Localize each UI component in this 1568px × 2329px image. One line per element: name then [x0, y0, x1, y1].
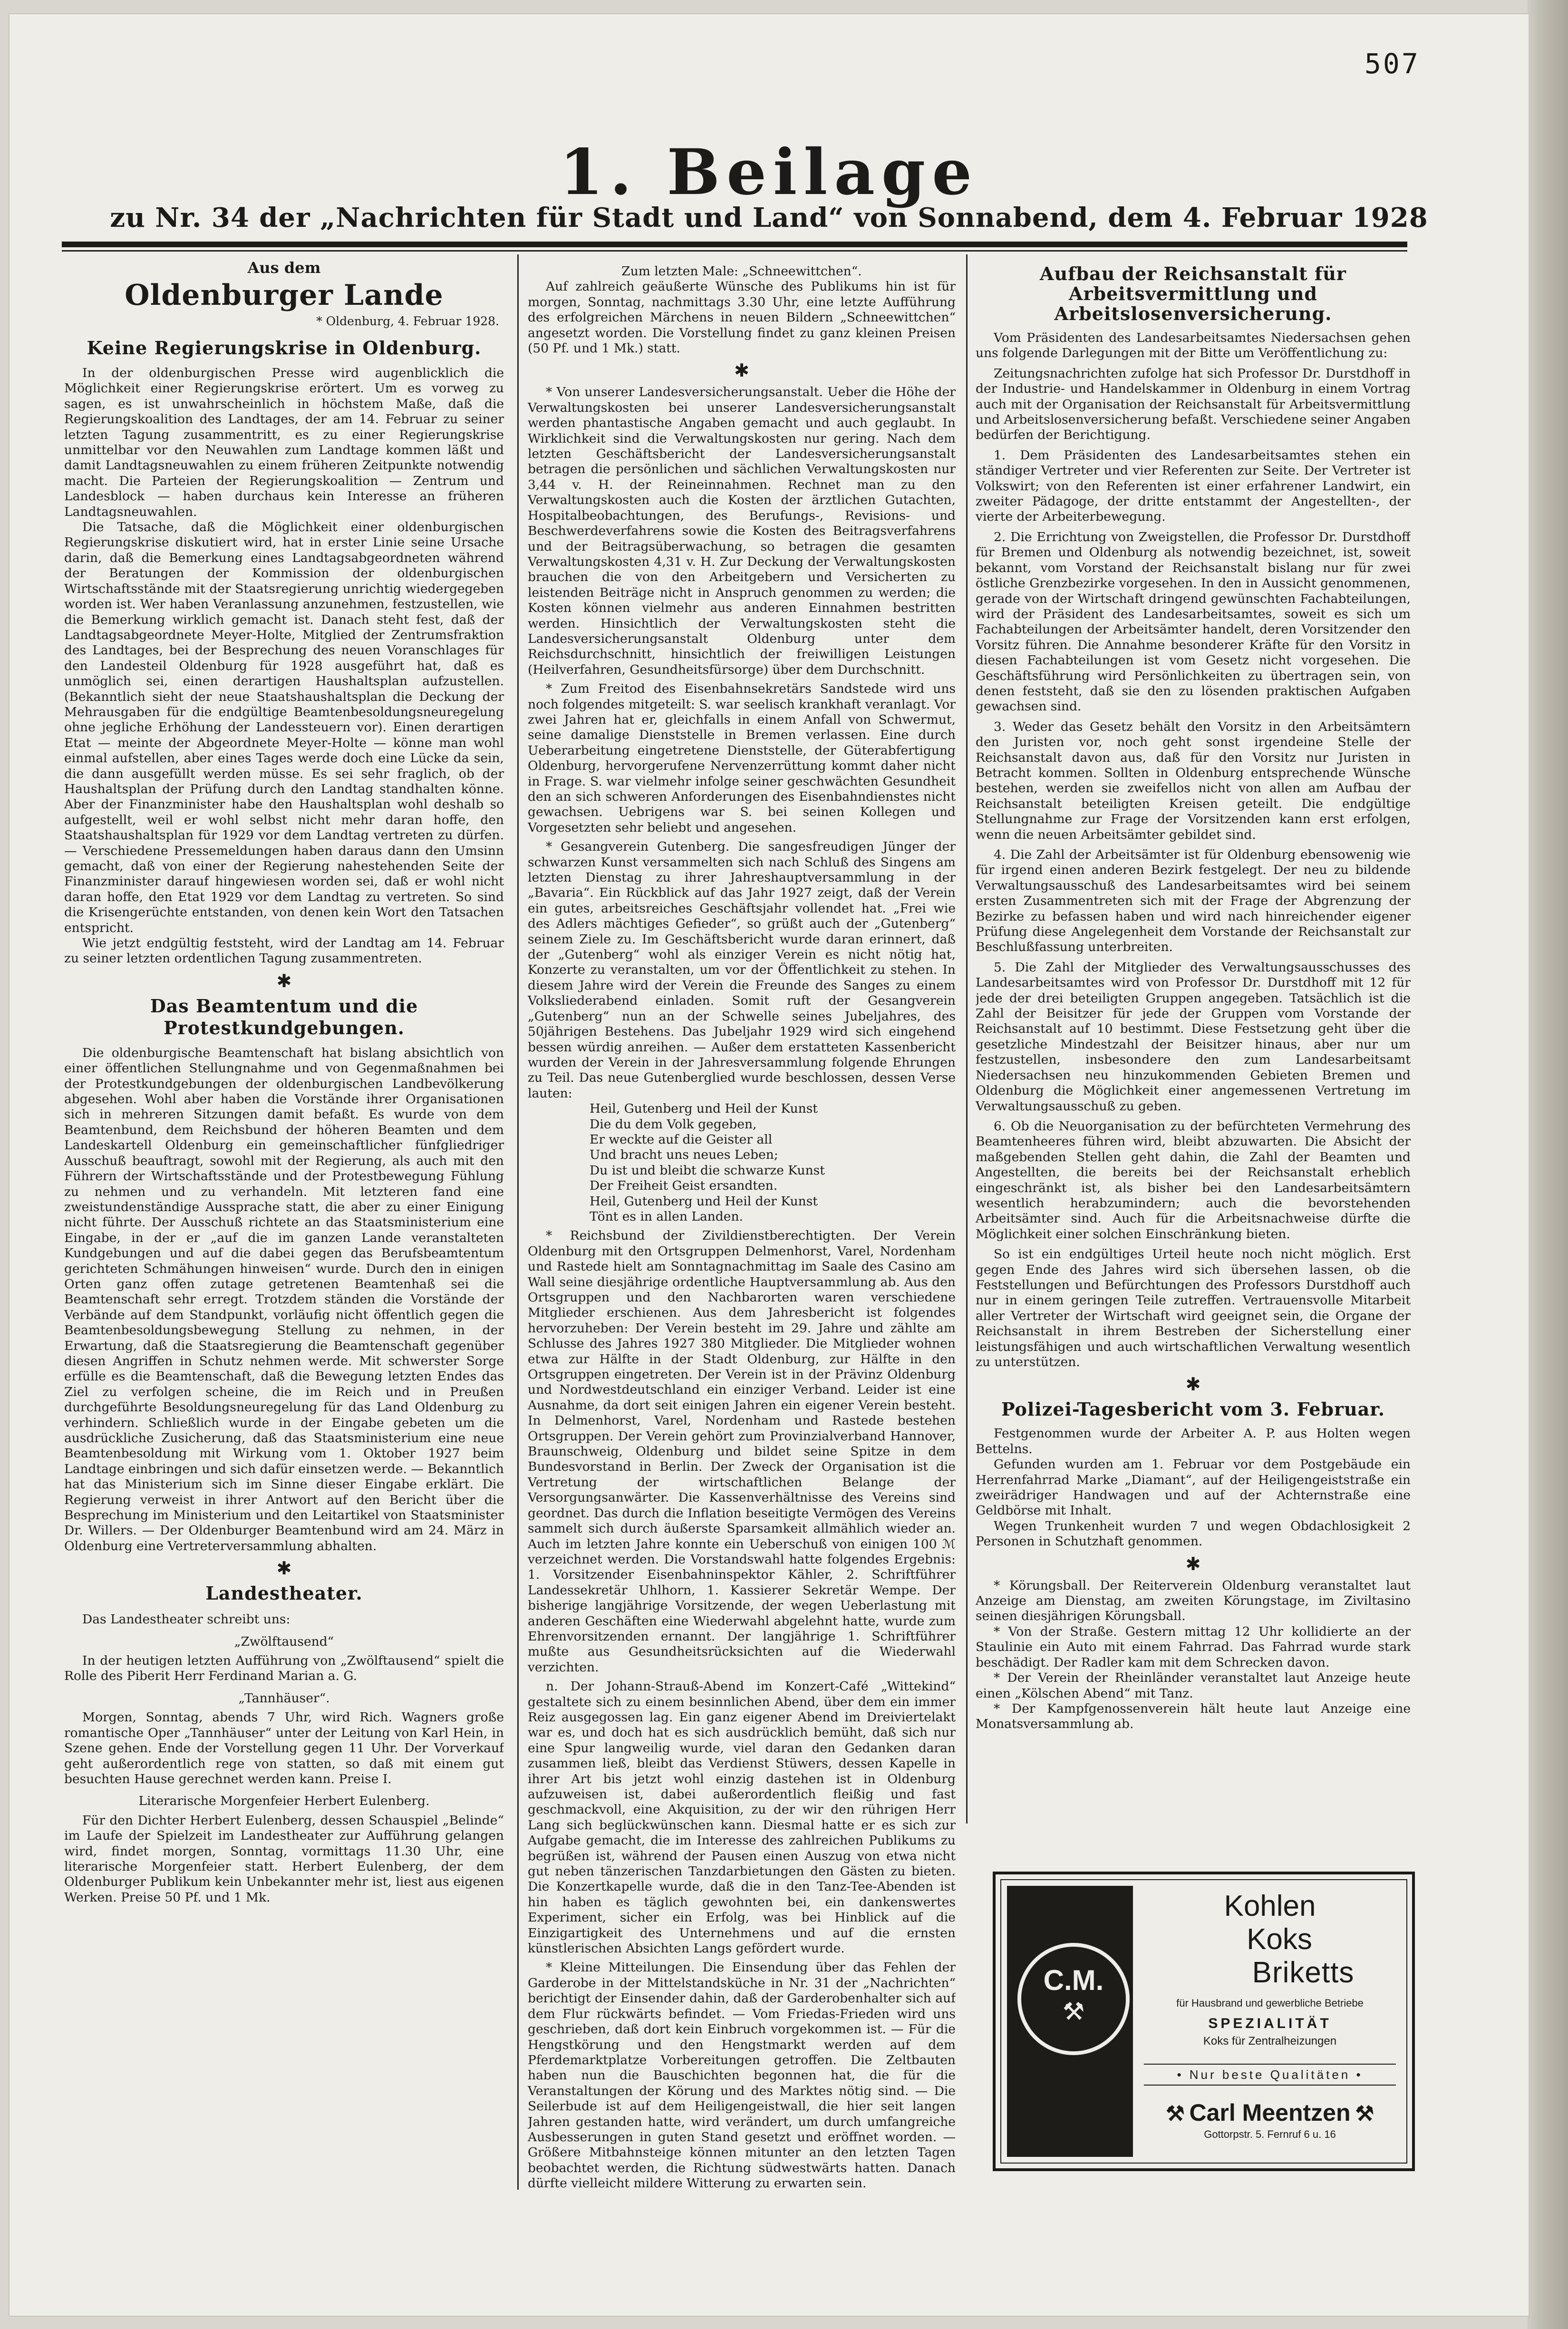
article-headline-beamtentum: Das Beamtentum und die Protestkundgebungen.	[150, 995, 418, 1038]
article-paragraph: 2. Die Errichtung von Zweigstellen, die Professor Dr. Durstdhoff für Bremen und Oldenburg als notwendig bezeichnet, ist, soweit bekannt, vom Vorstand der Reichsanstalt bislang nur für zwei östliche Grenzbezirke vorgesehen. In den in Aussicht genommenen, gerade von der Wirtschaft dringend gewünschten Fachabteilungen, wird der Präsident des Landesarbeitsamtes, soweit es sich um Fachabteilungen der Arbeitsämter handelt, deren Vorsitzender den Vorsitz führen. Die Annahme besonderer Kräfte für den Vorsitz in diesen Fachabteilungen ist vom Gesetz nicht vorgesehen. Die Geschäftsführung wird Persönlichkeiten zu übertragen sein, von denen feststeht, daß sie den zu lösenden praktischen Aufgaben gewachsen sind.	[976, 529, 1411, 714]
verse-line: Tönt es in allen Landen.	[590, 1209, 743, 1224]
separator-asterisk: ✱	[276, 1558, 292, 1579]
crossed-hammers-icon: ⚒	[1355, 2102, 1374, 2125]
advert-line-briketts: Briketts	[1252, 1956, 1355, 1989]
article-paragraph: Wegen Trunkenheit wurden 7 und wegen Obdachlosigkeit 2 Personen in Schutzhaft genommen.	[976, 1518, 1411, 1549]
advert-line-koks: Koks	[1247, 1923, 1312, 1956]
article-paragraph: In der oldenburgischen Presse wird augenblicklich die Möglichkeit einer Regierungskrise erörtert. Um es vorweg zu sagen, es ist unwahrscheinlich in höchstem Maße, daß die Regierungskoalition des Landtages, der am 14. Februar zu seiner letzten Tagung zusammentritt, es zu einer Regierungskrise unmittelbar vor den Neuwahlen zum Landtage kommen läßt und damit Landtagsneuwahlen zu einem früheren Zeitpunkte notwendig macht. Die Parteien der Regierungskoalition — Zentrum und Landesblock — haben durchaus kein Interesse an früheren Landtagsneuwahlen.	[64, 366, 504, 519]
page-number: 507	[1365, 48, 1420, 80]
article-paragraph: * Zum Freitod des Eisenbahnsekretärs Sandstede wird uns noch folgendes mitgeteilt: S. war seelisch krankhaft veranlagt. Vor zwei Jahren hat er, gleichfalls in einem Anfall von Schwermut, seine damalige Dienststelle in Bremen verlassen. Eine durch Ueberarbeitung eingetretene Dienststelle, der Güterabfertigung Oldenburg, hervorgerufene Nervenzerrüttung kommt daher nicht in Frage. S. war vielmehr infolge seiner geschwächten Gesundheit den an sich schweren Anforderungen des Eisenbahndienstes nicht gewachsen. Uebrigens war S. bei seinen Kollegen und Vorgesetzten sehr beliebt und angesehen.	[528, 681, 956, 835]
article-paragraph: n. Der Johann-Strauß-Abend im Konzert-Café „Wittekind“ gestaltete sich zu einem besinnlichen Abend, über dem ein immer Reiz ausgegossen lag. Ein ganz eigener Abend im Dreiviertelakt war es, und doch hat es sich ausdrücklich bemüht, daß sich nur eine Spur langweilig wurde, viel daran den Gedanken daran zusammen ließ, bleibt das Verdienst Stüwers, dessen Kapelle in ihrer Art bis jetzt wohl einzig dastehen ist in Oldenburg aufzuweisen ist, dabei außerordentlich fleißig und fast geschmackvoll, eine Akquisition, zu der wir den rührigen Herr Lang sich beglückwünschen kann. Diesmal hatte er es sich zur Aufgabe gemacht, die im Interesse des zahlreichen Publikums zu begrüßen ist, während der Pausen einen Auszug von etwa nicht gut neben tänzerischen Tanzdarbietungen den Gästen zu bieten. Die Konzertkapelle wurde, daß die in den Tanz-Tee-Abenden ist hin haben es täglich gewohnten bei, ein dankenswertes Experiment, sicher ein Erfolg, was bei Hinblick auf die Einzigartigkeit des Unternehmens und auf die ernsten künstlerischen Absichten Langs gefördert wurde.	[528, 1679, 956, 1956]
article-paragraph: 4. Die Zahl der Arbeitsämter ist für Oldenburg ebensowenig wie für irgend einen anderen Bezirk festgelegt. Der neu zu bildende Verwaltungsausschuß des Landesarbeitsamtes wird bei seinem ersten Zusammentreten sich mit der Frage der Abgrenzung der Bezirke zu befassen haben und wird nach hinreichender eigener Prüfung diese Angelegenheit dem Vorstande der Reichsanstalt zur Beschlußfassung unterbreiten.	[976, 847, 1411, 955]
verse-line: Heil, Gutenberg und Heil der Kunst	[590, 1194, 818, 1209]
logo-initials: C.M.	[1043, 1964, 1104, 1996]
supplement-subtitle: zu Nr. 34 der „Nachrichten für Stadt und Land“ von Sonnabend, dem 4. Februar 1928	[110, 202, 1428, 233]
column-rule-1	[517, 254, 519, 2190]
supplement-title: 1. Beilage	[559, 136, 979, 209]
article-paragraph: Vom Präsidenten des Landesarbeitsamtes Niedersachsen gehen uns folgende Darlegungen mit der Bitte um Veröffentlichung zu:	[976, 330, 1411, 361]
verse-line: Die du dem Volk gegeben,	[590, 1116, 757, 1132]
verse-line: Heil, Gutenberg und Heil der Kunst	[590, 1101, 818, 1116]
column-2	[528, 254, 956, 2199]
subheading: Literarische Morgenfeier Herbert Eulenberg.	[138, 1794, 430, 1809]
article-headline-polizei: Polizei-Tagesbericht vom 3. Februar.	[1001, 1398, 1385, 1420]
article-paragraph: 5. Die Zahl der Mitglieder des Verwaltungsausschusses des Landesarbeitsamtes wird von Professor Dr. Durstdhoff mit 12 für jede der drei beteiligten Gruppen angegeben. Tatsächlich ist die Zahl der Beisitzer für jede der Gruppen vom Vorstande der Reichsanstalt auf 10 bestimmt. Diese Festsetzung geht über die gesetzliche Mindestzahl der Beisitzer hinaus, aber nur um festzustellen, insbesondere den zum Landesarbeitsamt Niedersachsen neu hinzukommenden Gebieten Bremen und Oldenburg die Möglichkeit einer angemessenen Vertretung im Verwaltungsausschuß zu geben.	[976, 960, 1411, 1114]
article-headline-regierungskrise: Keine Regierungskrise in Oldenburg.	[87, 337, 482, 359]
article-paragraph: 3. Weder das Gesetz behält den Vorsitz in den Arbeitsämtern den Juristen vor, noch geht sonst irgendeine Stelle der Reichsanstalt davon aus, daß für den Vorsitz nur Juristen in Betracht kommen. Sollten in Oldenburg entsprechende Wünsche bestehen, werden sie zweifellos nicht von allen am Aufbau der Reichsanstalt beteiligten Kreisen geteilt. Die endgültige Stellungnahme zur Frage der Vorsitzenden kann erst erfolgen, wenn die neuen Arbeitsämter gebildet sind.	[976, 719, 1411, 842]
advert-line-kohlen: Kohlen	[1224, 1890, 1316, 1922]
notice-paragraph: * Der Kampfgenossenverein hält heute laut Anzeige eine Monatsversammlung ab.	[976, 1701, 1411, 1732]
subheading: „Zwölftausend“	[234, 1634, 334, 1649]
newspaper-page	[10, 14, 1529, 2316]
article-paragraph: Gefunden wurden am 1. Februar vor dem Postgebäude ein Herrenfahrrad Marke „Diamant“, auf der Heiligengeiststraße ein zweirädriger Handwagen und auf der Achternstraße eine Geldbörse mit Inhalt.	[976, 1457, 1411, 1518]
advert-address: Gottorpstr. 5. Fernruf 6 u. 16	[1204, 2128, 1336, 2140]
article-paragraph: So ist ein endgültiges Urteil heute noch nicht möglich. Erst gegen Ende des Jahres wird sich übersehen lassen, ob die Feststellungen und Befürchtungen des Professors Durstdhoff auch nur in einem geringen Teile zutreffen. Vertrauensvolle Mitarbeit aller Vertreter der Wirtschaft wird geeignet sein, die Organe der Reichsanstalt in ihrem Bestreben der Sicherstellung einer leistungsfähigen und auch wirtschaftlichen Verwaltung wesentlich zu unterstützen.	[976, 1247, 1411, 1369]
subheading: Zum letzten Male: „Schneewittchen“.	[621, 264, 862, 279]
article-paragraph: * Gesangverein Gutenberg. Die sangesfreudigen Jünger der schwarzen Kunst versammelten sich nach Schluß des Singens am letzten Dienstag zu ihrer Jahreshauptversammlung in der „Bavaria“. Ein Rückblick auf das Jahr 1927 zeigt, daß der Verein ein gutes, arbeitsreiches Geschäftsjahr vollendet hat. „Frei wie des Adlers mächtiges Gefieder“, so grüßt auch der „Gutenberg“ seinem Ziele zu. Im Geschäftsbericht wurde daran erinnert, daß der „Gutenberg“ wohl als einziger Verein es nicht nötig hat, Konzerte zu veranstalten, um vor der Öffentlichkeit zu stehen. In diesem Jahre wird der Verein die Freunde des Sanges zu einem Volksliederabend einladen. Somit ruft der Gesangverein „Gutenberg“ nun an der Schwelle seines Jubeljahres, des 50jährigen Bestehens. Das Jubeljahr 1929 wird sich eingehend bessen würdig anreihen. — Außer dem erstatteten Kassenbericht wurden der Verein in der Jahresversammlung folgende Ehrungen zu Teil. Das neue Gutenberglied wurde beschlossen, dessen Verse lauten:	[528, 839, 956, 1101]
article-headline-reichsanstalt: Aufbau der Reichsanstalt für Arbeitsvermittlung und Arbeitslosenversicherung.	[1040, 263, 1346, 324]
masthead-rule-thin	[62, 250, 1407, 252]
article-paragraph: Die oldenburgische Beamtenschaft hat bislang absichtlich von einer öffentlichen Stellungnahme und von Gegenmaßnahmen bei der Protestkundgebungen der oldenburgischen Landbevölkerung abgesehen. Wohl aber haben die Vorstände ihrer Organisationen sich in mehreren Sitzungen damit befaßt. Es wurde von dem Beamtenbund, dem Reichsbund der höheren Beamten und dem Landeskartell Oldenburg ein gemeinschaftlicher fünfgliedriger Ausschuß beauftragt, sowohl mit der Regierung, als auch mit den Führern der Wirtschaftsstände und der Protestbewegung Fühlung zu nehmen und zu verhandeln. Mit letzteren fand eine zweistundenständige Aussprache statt, die aber zu einer Einigung nicht führte. Der Ausschuß richtete an das Staatsministerium eine Eingabe, in der er „auf die im ganzen Lande veranstalteten Kundgebungen und auf die dabei gegen das Berufsbeamtentum gerichteten Schmähungen hinweisen“ wurde. Durch den in einigen Orten ganz offen zutage getretenen Beamtenhaß sei die Beamtenschaft sehr erregt. Trotzdem ständen die Vorstände der Verbände auf dem Standpunkt, vorläufig nicht öffentlich gegen die Beamtenbesoldungsbewegung Stellung zu nehmen, in der Erwartung, daß die Staatsregierung die Beamtenschaft gegenüber diesen Angriffen in Schutz nehmen werde. Mit schwerster Sorge erfülle es die Beamtenschaft, daß die Bewegung letzten Endes das Ziel zu verfolgen scheine, die im Reich und in Preußen durchgeführte Besoldungsneuregelung für das Land Oldenburg zu verhindern. Schließlich wurde in der Eingabe gebeten um die ausdrückliche Zusicherung, daß das Staatsministerium eine neue Beamtenbesoldung mit Wirkung vom 1. Oktober 1927 beim Landtage einbringen und sich dafür einsetzen werde. — Bekanntlich hat das Ministerium sich im Sinne dieser Eingabe erklärt. Die Regierung verweist in ihrer Antwort auf den Bericht über die Besprechung im Ministerium und den Leitartikel von Staatsminister Dr. Willers. — Der Oldenburger Beamtenbund wird am 24. März in Oldenburg eine Vertreterversammlung abhalten.	[64, 1045, 504, 1553]
advert-specialty: SPEZIALITÄT	[1208, 2016, 1332, 2031]
advert-frame	[1000, 1879, 1407, 2164]
crossed-hammers-icon: ⚒	[1166, 2102, 1185, 2125]
article-paragraph: * Kleine Mitteilungen. Die Einsendung über das Fehlen der Garderobe in der Mittelstandsküche in Nr. 31 der „Nachrichten“ berichtigt der Einsender dahin, daß der Garderobenhalter sich auf dem Flur rückwärts befindet. — Vom Friedas-Frieden wird uns geschrieben, daß dort kein Einbruch vorgekommen ist. — Für die Hengstkörung und den Hengstmarkt werden auf dem Pferdemarktplatze Vorbereitungen getroffen. Die Zeltbauten haben nun die Bauschichten begonnen hat, die für die Veranstaltungen der Körung und des Marktes nötig sind. — Die Seilerbude ist auf dem Heiligengeistwall, die hier seit langen Jahren gestanden hatte, wird verändert, um durch umfangreiche Ausbesserungen in guten Stand gesetzt und eröffnet worden. — Größere Mitbahnsteige können mitunter an den letzten Tagen beobachtet werden, die Richtung südwestwärts hatten. Danach dürfte vielleicht mildere Witterung zu erwarten sein.	[528, 1960, 956, 2191]
verse-line: Er weckte auf die Geister all	[590, 1132, 773, 1147]
book-binding	[1528, 0, 1568, 2329]
section-kicker: Aus dem	[247, 259, 321, 277]
separator-asterisk: ✱	[734, 360, 749, 381]
advert-central-heating: Koks für Zentralheizungen	[1203, 2035, 1337, 2048]
article-paragraph: In der heutigen letzten Aufführung von „Zwölftausend“ spielt die Rolle des Piberit Herr Ferdinand Marian a. G.	[64, 1653, 504, 1684]
section-title: Oldenburger Lande	[125, 279, 444, 312]
column-1	[64, 254, 504, 2199]
separator-asterisk: ✱	[1185, 1553, 1201, 1574]
advert-usage: für Hausbrand und gewerbliche Betriebe	[1176, 1997, 1364, 2009]
notice-paragraph: * Von der Straße. Gestern mittag 12 Uhr kollidierte an der Staulinie ein Auto mit einem Fahrrad. Das Fahrrad wurde stark beschädigt. Der Radler kam mit dem Schrecken davon.	[976, 1624, 1411, 1670]
article-paragraph: * Reichsbund der Zivildienstberechtigten. Der Verein Oldenburg mit den Ortsgruppen Delmenhorst, Varel, Nordenham und Rastede hielt am Sonntagnachmittag im Saale des Casino am Wall seine diesjährige ordentliche Hauptversammlung ab. Aus den Ortsgruppen und den Nachbarorten waren verschiedene Mitglieder erschienen. Aus dem Jahresbericht ist folgendes hervorzuheben: Der Verein besteht im 29. Jahre und zählte am Schlusse des Jahres 1927 380 Mitglieder. Die Mitglieder wohnen etwa zur Hälfte in der Stadt Oldenburg, zur Hälfte in den Ortsgruppen eingetreten. Der Verein ist in der Prävinz Oldenburg und Nordwestdeutschland ein einziger Verband. Leider ist eine Ausnahme, da dort seit einigen Jahren ein eigener Verein besteht. In Delmenhorst, Varel, Nordenham und Rastede bestehen Ortsgruppen. Der Verein gehört zum Provinzialverband Hannover, Braunschweig, Oldenburg und bildet seine Spitze in dem Bundesvorstand in Berlin. Der Zweck der Organisation ist die Vertretung der wirtschaftlichen Belange der Versorgungsanwärter. Die Kassenverhältnisse des Vereins sind geordnet. Das durch die Inflation beseitigte Vermögen des Vereins sammelt sich durch äußerste Sparsamkeit allmählich wieder an. Auch im letzten Jahre konnte ein Ueberschuß von einigen 100 ℳ verzeichnet werden. Die Vorstandswahl hatte folgendes Ergebnis: 1. Vorsitzender Eisenbahninspektor Kähler, 2. Schriftführer Landessekretär Uhlhorn, 1. Kassierer Sekretär Wempe. Der bisherige langjährige Vorsitzende, der wegen Ueberlastung mit anderen Geschäften eine Wiederwahl abgelehnt hatte, wurde zum Ehrenvorsitzenden ernannt. Der langjährige 1. Schriftführer mußte aus Gesundheitsrücksichten auf die Wiederwahl verzichten.	[528, 1228, 956, 1675]
article-paragraph: Das Landestheater schreibt uns:	[82, 1612, 290, 1627]
article-paragraph: Die Tatsache, daß die Möglichkeit einer oldenburgischen Regierungskrise diskutiert wird, hat in erster Linie seine Ursache darin, daß die Bemerkung eines Landtagsabgeordneten während der Beratungen der Kommission der oldenburgischen Wirtschaftsstände mit der Staatsregierung unrichtig wiedergegeben worden ist. Wer haben Veranlassung anzunehmen, festzustellen, wie die Bemerkung wirklich gemacht ist. Danach steht fest, daß der Landtagsabgeordnete Meyer-Holte, Mitglied der Zentrumsfraktion des Landtages, bei der Besprechung des neuen Voranschlages für den Landesteil Oldenburg für 1928 ausgeführt hat, daß es unmöglich sei, einen derartigen Haushaltsplan aufzustellen. (Bekanntlich sieht der neue Staatshaushaltsplan die Deckung der Mehrausgaben für die endgültige Beamtenbesoldungsneuregelung ohne jegliche Erhöhung der Landessteuern vor). Einen derartigen Etat — meinte der Abgeordnete Meyer-Holte — könne man wohl einmal aufstellen, aber eines Tages werde doch eine Lücke da sein, die dann ausgefüllt werden müsse. Es sei sehr fraglich, ob der Haushaltsplan der Prüfung durch den Landtag standhalten könne. Aber der Finanzminister habe den Haushaltsplan wohl deshalb so aufgestellt, weil er wohl selbst nicht mehr daran hoffe, den Staatshaushaltsplan für 1929 vor dem Landtag vertreten zu dürfen. — Verschiedene Pressemeldungen haben daraus dann den Umsinn gemacht, daß von einer der Regierung nahestehenden Seite der Finanzminister darauf hingewiesen worden sei, daß er wohl nicht daran hoffe, den Etat 1929 vor dem Landtag zu vertreten. So sind die Krisengerüchte entstanden, von denen kein Wort den Tatsachen entspricht.	[64, 520, 504, 935]
advert-company	[1144, 2099, 1396, 2128]
notice-paragraph: * Körungsball. Der Reiterverein Oldenburg veranstaltet laut Anzeige am Dienstag, am zweiten Körungstage, im Ziviltasino seinen diesjährigen Körungsball.	[976, 1578, 1411, 1624]
article-paragraph: 6. Ob die Neuorganisation zu der befürchteten Vermehrung des Beamtenheeres führen wird, bleibt abzuwarten. Die Absicht der maßgebenden Stellen geht dahin, die Zahl der Beamten und Angestellten, die bereits bei der Reichsanstalt erheblich eingeschränkt ist, als bisher bei den Landesarbeitsämtern wesentlich herabzumindern; auch die bevorstehenden Arbeitsämter sind. Auch für die Arbeitsnachweise dürfte die Möglichkeit einer solchen Einschränkung bieten.	[976, 1118, 1411, 1242]
article-paragraph: Festgenommen wurde der Arbeiter A. P. aus Holten wegen Bettelns.	[976, 1426, 1411, 1456]
article-paragraph: Für den Dichter Herbert Eulenberg, dessen Schauspiel „Belinde“ im Laufe der Spielzeit im Landestheater zur Aufführung gelangen wird, findet morgen, Sonntag, vormittags 11.30 Uhr, eine literarische Morgenfeier statt. Herbert Eulenberg, der dem Oldenburger Publikum kein Unbekannter mehr ist, liest aus eigenen Werken. Preise 50 Pf. und 1 Mk.	[64, 1813, 504, 1905]
advert-text-block	[1144, 1890, 1396, 2141]
article-headline-landestheater: Landestheater.	[205, 1582, 363, 1604]
verse-line: Du ist und bleibt die schwarze Kunst	[590, 1163, 825, 1178]
article-paragraph: * Von unserer Landesversicherungsanstalt. Ueber die Höhe der Verwaltungskosten bei unserer Landesversicherungsanstalt werden phantastische Angaben gemacht und auch geglaubt. In Wirklichkeit sind die Verwaltungskosten nur gering. Nach dem letzten Geschäftsbericht der Landesversicherungsanstalt betragen die persönlichen und sächlichen Verwaltungskosten nur 3,44 v. H. der Reineinnahmen. Rechnet man zu den Verwaltungskosten auch die Kosten der ärztlichen Gutachten, Hospitalbeobachtungen, des Berufungs-, Revisions- und Beschwerdeverfahrens sowie die Kosten des Beitragsverfahrens und der Beitragsüberwachung, so betragen die gesamten Verwaltungskosten 4,31 v. H. Zur Deckung der Verwaltungskosten brauchen die von den Arbeitgebern und Versicherten zu leistenden Beiträge nicht in Anspruch genommen zu werden; die Kosten können vielmehr aus anderen Einnahmen bestritten werden. Hinsichtlich der Verwaltungskosten steht die Landesversicherungsanstalt Oldenburg unter dem Reichsdurchschnitt, hinsichtlich der freiwilligen Leistungen (Heilverfahren, Gesundheitsfürsorge) über dem Durchschnitt.	[528, 385, 956, 677]
subheading: „Tannhäuser“.	[238, 1690, 330, 1706]
dateline: * Oldenburg, 4. Februar 1928.	[316, 314, 499, 328]
article-paragraph: Zeitungsnachrichten zufolge hat sich Professor Dr. Durstdhoff in der Industrie- und Handelskammer in Oldenburg in einem Vortrag auch mit der Organisation der Reichsanstalt für Arbeitsvermittlung und Arbeitslosenversicherung befaßt. Verschiedene seiner Angaben bedürfen der Berichtigung.	[976, 366, 1411, 443]
company-name: Carl Meentzen	[1189, 2099, 1351, 2126]
masthead-rule-thick	[62, 242, 1407, 247]
advert-quality: • Nur beste Qualitäten •	[1144, 2064, 1396, 2086]
notice-paragraph: * Der Verein der Rheinländer veranstaltet laut Anzeige heute einen „Kölschen Abend“ mit Tanz.	[976, 1670, 1411, 1701]
company-logo-icon	[1017, 1943, 1130, 2055]
article-paragraph: Wie jetzt endgültig feststeht, wird der Landtag am 14. Februar zu seiner letzten ordentlichen Tagung zusammentreten.	[64, 936, 504, 966]
verse-line: Der Freiheit Geist ersandten.	[590, 1178, 778, 1194]
advert-logo-panel	[1007, 1886, 1133, 2157]
verse-line: Und bracht uns neues Leben;	[590, 1147, 778, 1163]
column-rule-2	[966, 254, 968, 1824]
article-paragraph: 1. Dem Präsidenten des Landesarbeitsamtes stehen ein ständiger Vertreter und vier Referenten zur Seite. Der Vertreter ist Volkswirt; von den Referenten ist einer erfahrener Landwirt, ein zweiter Pädagoge, der dritte entstammt der Angestellten-, der vierte der Arbeiterbewegung.	[976, 447, 1411, 524]
separator-asterisk: ✱	[276, 970, 292, 991]
crossed-hammers-icon: ⚒	[1062, 1998, 1085, 2026]
article-paragraph: Auf zahlreich geäußerte Wünsche des Publikums hin ist für morgen, Sonntag, nachmittags 3.30 Uhr, eine letzte Aufführung des erfolgreichen Märchens in neuen Bildern „Schneewittchen“ angesetzt worden. Die Vorstellung findet zu ganz kleinen Preisen (50 Pf. und 1 Mk.) statt.	[528, 279, 956, 356]
column-3	[976, 254, 1411, 1843]
advertisement-meentzen	[993, 1872, 1415, 2171]
separator-asterisk: ✱	[1185, 1374, 1201, 1395]
article-paragraph: Morgen, Sonntag, abends 7 Uhr, wird Rich. Wagners große romantische Oper „Tannhäuser“ unter der Leitung von Karl Hein, in Szene gehen. Ende der Vorstellung gegen 11 Uhr. Der Vorverkauf geht außerordentlich rege von statten, so daß mit einem gut besuchten Hause gerechnet werden kann. Preise I.	[64, 1710, 504, 1786]
